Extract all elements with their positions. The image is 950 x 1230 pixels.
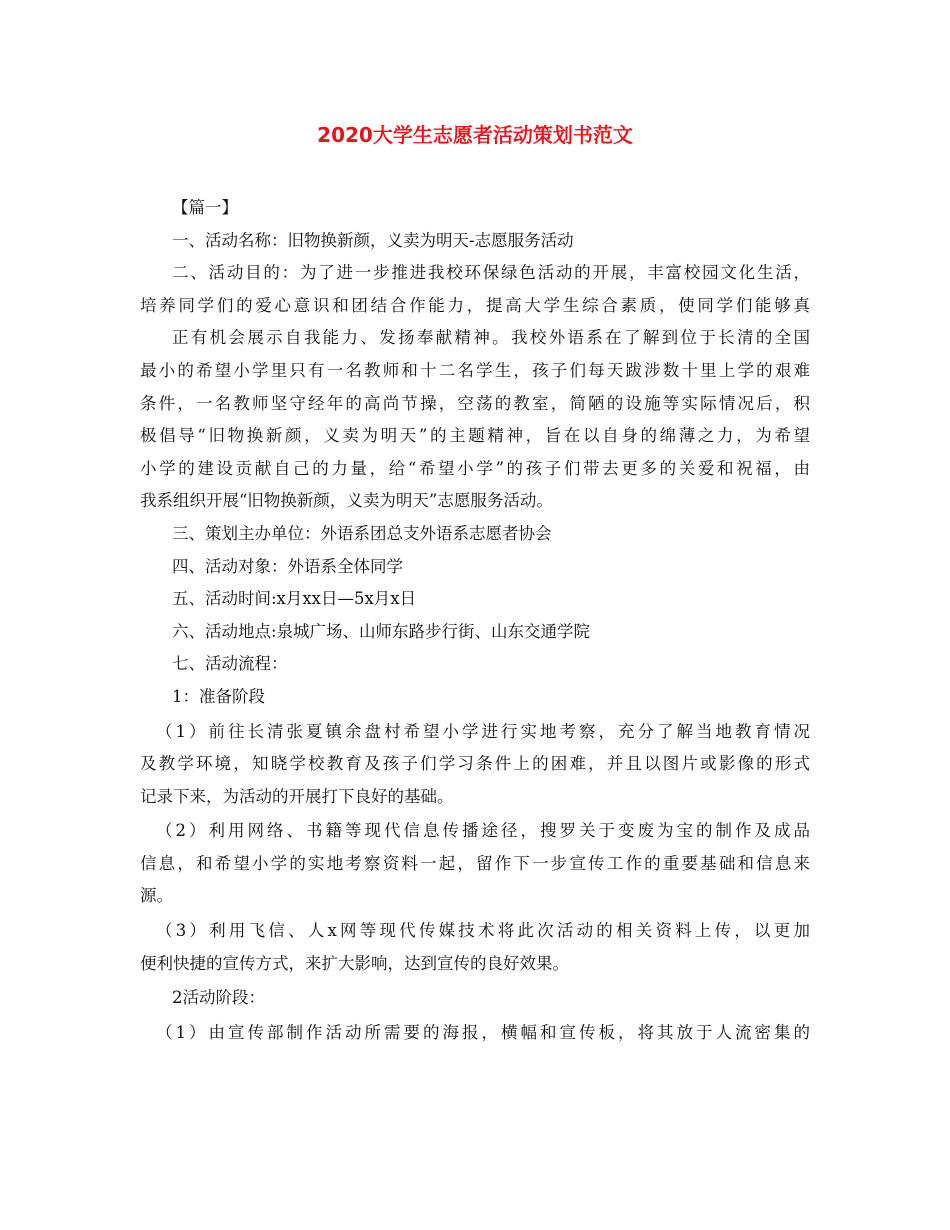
paragraph-line: （2）利用网络、书籍等现代信息传播途径，搜罗关于变废为宝的制作及成品 [156, 821, 810, 841]
paragraph-line: 正有机会展示自我能力、发扬奉献精神。我校外语系在了解到位于长清的全国 [172, 328, 810, 348]
paragraph-line: 最小的希望小学里只有一名教师和十二名学生，孩子们每天跋涉数十里上学的艰难 [140, 360, 810, 380]
paragraph-line: 2活动阶段： [172, 988, 265, 1008]
paragraph-line: 我系组织开展“旧物换新颜，义卖为明天”志愿服务活动。 [140, 491, 553, 511]
paragraph-line: 小学的建设贡献自己的力量，给“希望小学”的孩子们带去更多的关爱和祝福，由 [140, 458, 810, 478]
section-heading: 【篇一】 [172, 198, 238, 217]
paragraph-line: 六、活动地点:泉城广场、山师东路步行街、山东交通学院 [172, 621, 591, 641]
paragraph-line: 四、活动对象：外语系全体同学 [172, 556, 403, 576]
paragraph-line: 信息，和希望小学的实地考察资料一起，留作下一步宣传工作的重要基础和信息来 [140, 853, 810, 873]
paragraph-line: 极倡导“旧物换新颜，义卖为明天”的主题精神，旨在以自身的绵薄之力，为希望 [140, 426, 810, 446]
paragraph-line: 五、活动时间:x月xx日—5x月x日 [172, 589, 417, 609]
paragraph-line: （1）前往长清张夏镇余盘村希望小学进行实地考察，充分了解当地教育情况 [156, 721, 810, 741]
document-body [140, 192, 810, 1049]
paragraph-line: 一、活动名称：旧物换新颜，义卖为明天-志愿服务活动 [172, 230, 574, 250]
paragraph-line: 记录下来，为活动的开展打下良好的基础。 [140, 786, 454, 806]
paragraph-line: 便利快捷的宣传方式，来扩大影响，达到宣传的良好效果。 [140, 953, 569, 973]
paragraph-line: （3）利用飞信、人x网等现代传媒技术将此次活动的相关资料上传，以更加 [156, 921, 810, 941]
paragraph-line: 及教学环境，知晓学校教育及孩子们学习条件上的困难，并且以图片或影像的形式 [140, 754, 810, 774]
paragraph-line: （1）由宣传部制作活动所需要的海报，横幅和宣传板，将其放于人流密集的 [156, 1022, 810, 1042]
document-title: 2020大学生志愿者活动策划书范文 [317, 123, 633, 147]
paragraph-line: 培养同学们的爱心意识和团结合作能力，提高大学生综合素质，使同学们能够真 [140, 295, 810, 315]
paragraph-line: 三、策划主办单位：外语系团总支外语系志愿者协会 [172, 523, 552, 543]
paragraph-line: 源。 [140, 886, 173, 906]
paragraph-line: 条件，一名教师坚守经年的高尚节操，空荡的教室，简陋的设施等实际情况后，积 [140, 393, 810, 413]
paragraph-line: 1：准备阶段 [172, 686, 265, 706]
paragraph-line: 七、活动流程： [172, 654, 288, 674]
paragraph-line: 二、活动目的：为了进一步推进我校环保绿色活动的开展，丰富校园文化生活， [172, 263, 810, 283]
